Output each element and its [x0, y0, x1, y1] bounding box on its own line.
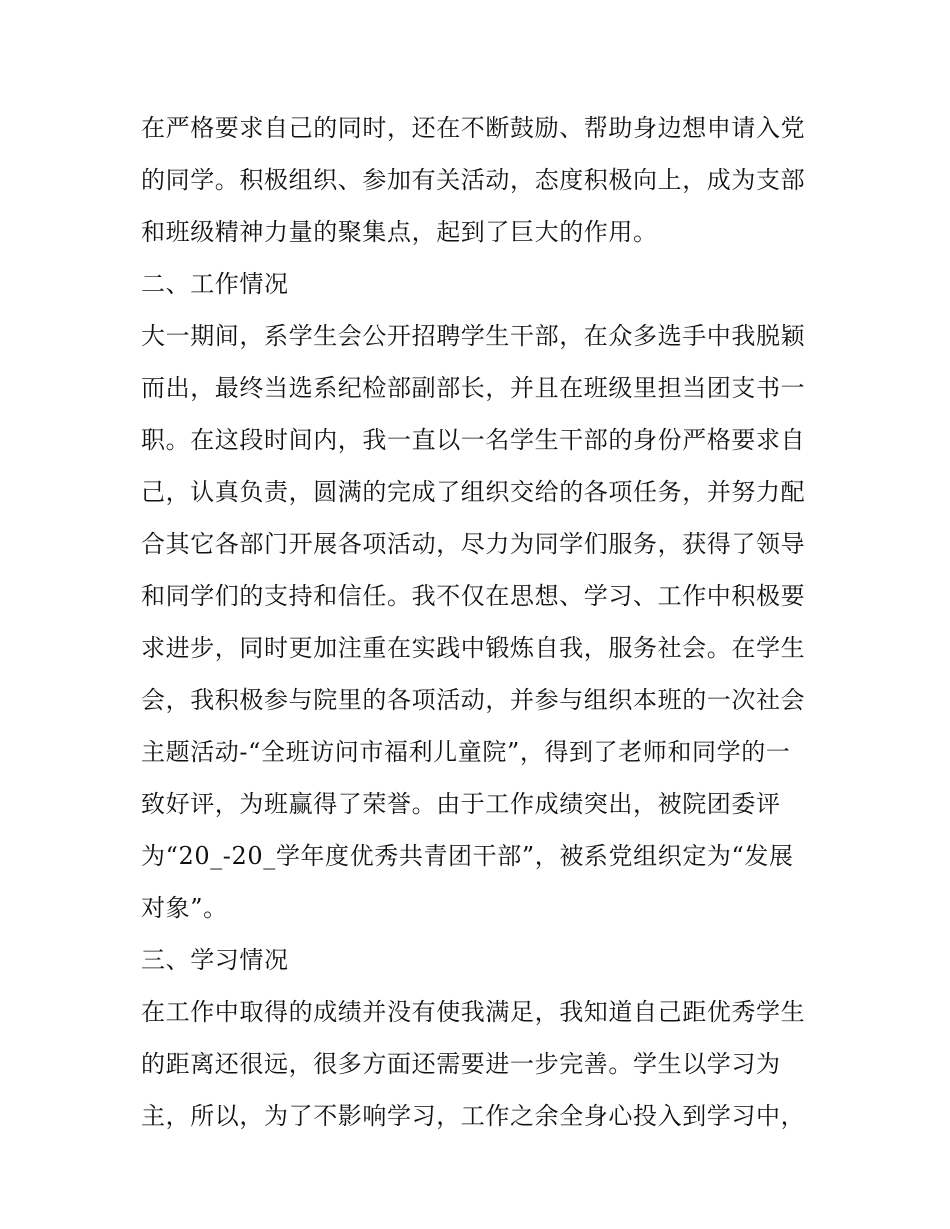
paragraph-line: 会，我积极参与院里的各项活动，并参与组织本班的一次社会 — [141, 686, 806, 714]
paragraph-line: 和同学们的支持和信任。我不仅在思想、学习、工作中积极要 — [141, 582, 806, 610]
paragraph-line: 职。在这段时间内，我一直以一名学生干部的身份严格要求自 — [141, 426, 806, 454]
paragraph-line: 致好评，为班赢得了荣誉。由于工作成绩突出，被院团委评 — [141, 790, 781, 818]
section-heading-work: 二、工作情况 — [141, 270, 289, 298]
document-body — [141, 102, 821, 1142]
paragraph-line: 而出，最终当选系纪检部副部长，并且在班级里担当团支书一 — [141, 374, 806, 402]
paragraph-line: 大一期间，系学生会公开招聘学生干部，在众多选手中我脱颖 — [141, 322, 806, 350]
paragraph-line: 为“20_-20_学年度优秀共青团干部”，被系党组织定为“发展 — [141, 842, 794, 870]
paragraph-line: 己，认真负责，圆满的完成了组织交给的各项任务，并努力配 — [141, 478, 806, 506]
section-heading-study: 三、学习情况 — [141, 946, 289, 974]
paragraph-line: 求进步，同时更加注重在实践中锻炼自我，服务社会。在学生 — [141, 634, 806, 662]
paragraph-line: 的距离还很远，很多方面还需要进一步完善。学生以学习为 — [141, 1050, 781, 1078]
paragraph-line: 主题活动-“全班访问市福利儿童院”，得到了老师和同学的一 — [141, 738, 791, 766]
paragraph-line: 在工作中取得的成绩并没有使我满足，我知道自己距优秀学生 — [141, 998, 806, 1026]
paragraph-line: 主，所以，为了不影响学习，工作之余全身心投入到学习中， — [141, 1102, 806, 1130]
paragraph-line: 对象”。 — [141, 894, 228, 922]
paragraph-line: 在严格要求自己的同时，还在不断鼓励、帮助身边想申请入党 — [141, 114, 806, 142]
paragraph-line: 合其它各部门开展各项活动，尽力为同学们服务，获得了领导 — [141, 530, 806, 558]
paragraph-line: 和班级精神力量的聚集点，起到了巨大的作用。 — [141, 218, 658, 246]
paragraph-line: 的同学。积极组织、参加有关活动，态度积极向上，成为支部 — [141, 166, 806, 194]
